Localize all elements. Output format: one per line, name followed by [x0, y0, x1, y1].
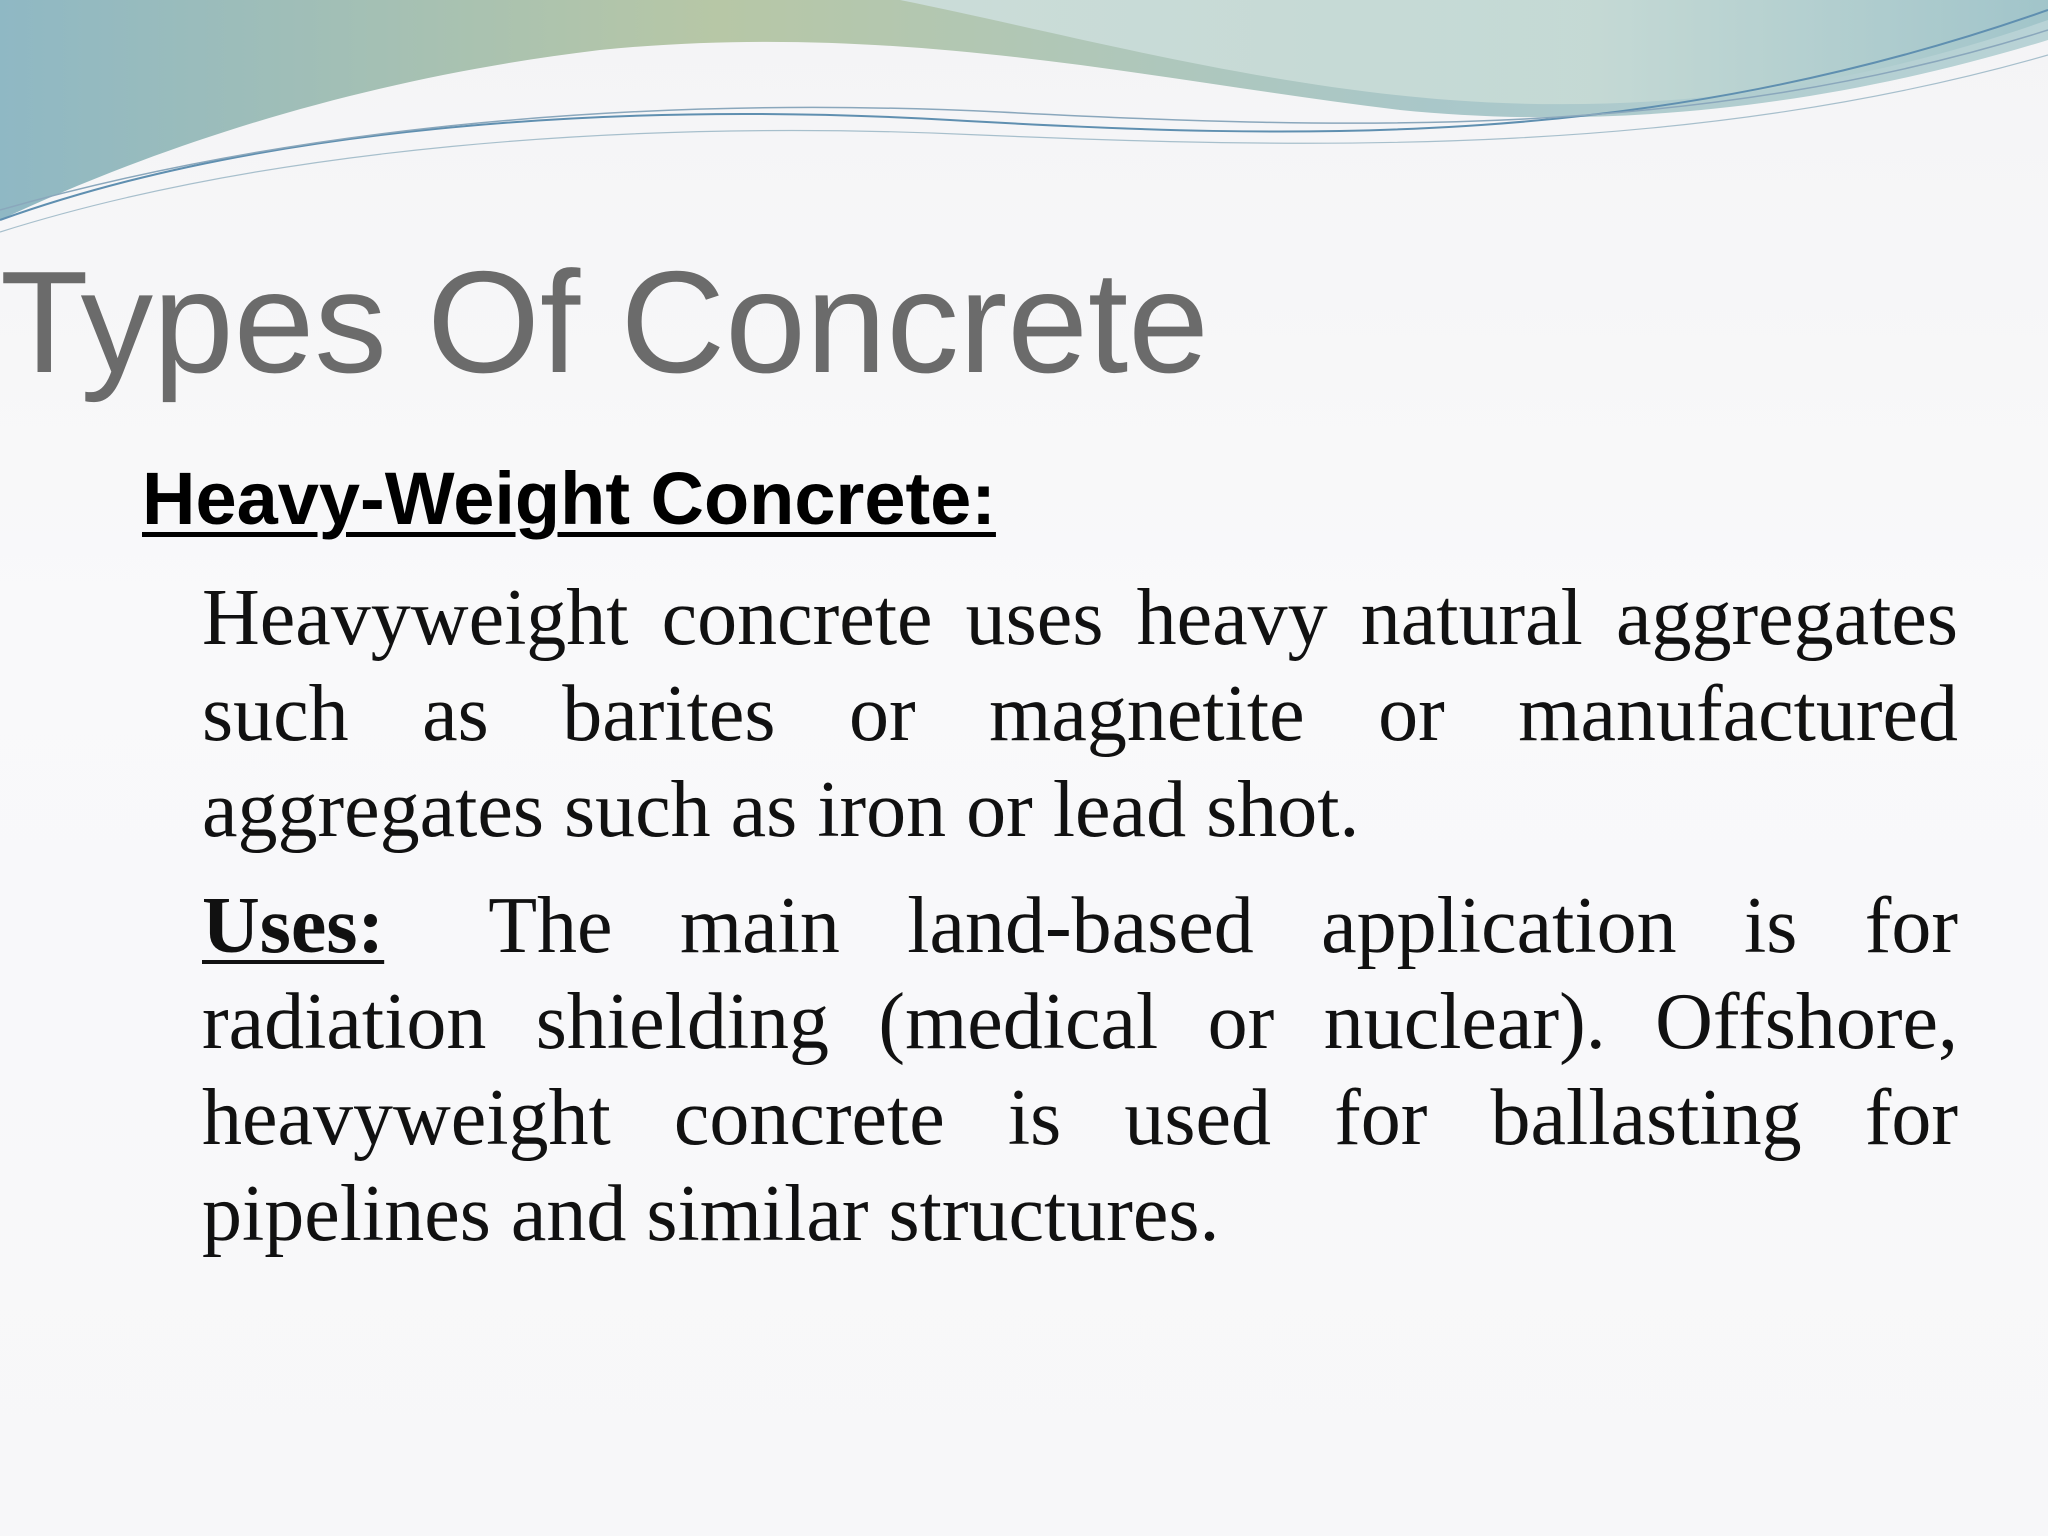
- uses-paragraph: [202, 878, 1958, 1262]
- uses-label: Uses:: [202, 882, 385, 970]
- section-heading: Heavy-Weight Concrete:: [142, 457, 996, 540]
- slide-title: Types Of Concrete: [0, 241, 1209, 403]
- uses-text: The main land-based application is for radiation shielding (medical or nuclear). Offshore, heavyweight concrete is used for ballasting for pipelines and similar structures.: [202, 882, 1958, 1258]
- description-paragraph: Heavyweight concrete uses heavy natural aggregates such as barites or magnetite or manufactured aggregates such as iron or lead shot.: [202, 574, 1958, 854]
- decorative-wave-banner: [0, 0, 2048, 260]
